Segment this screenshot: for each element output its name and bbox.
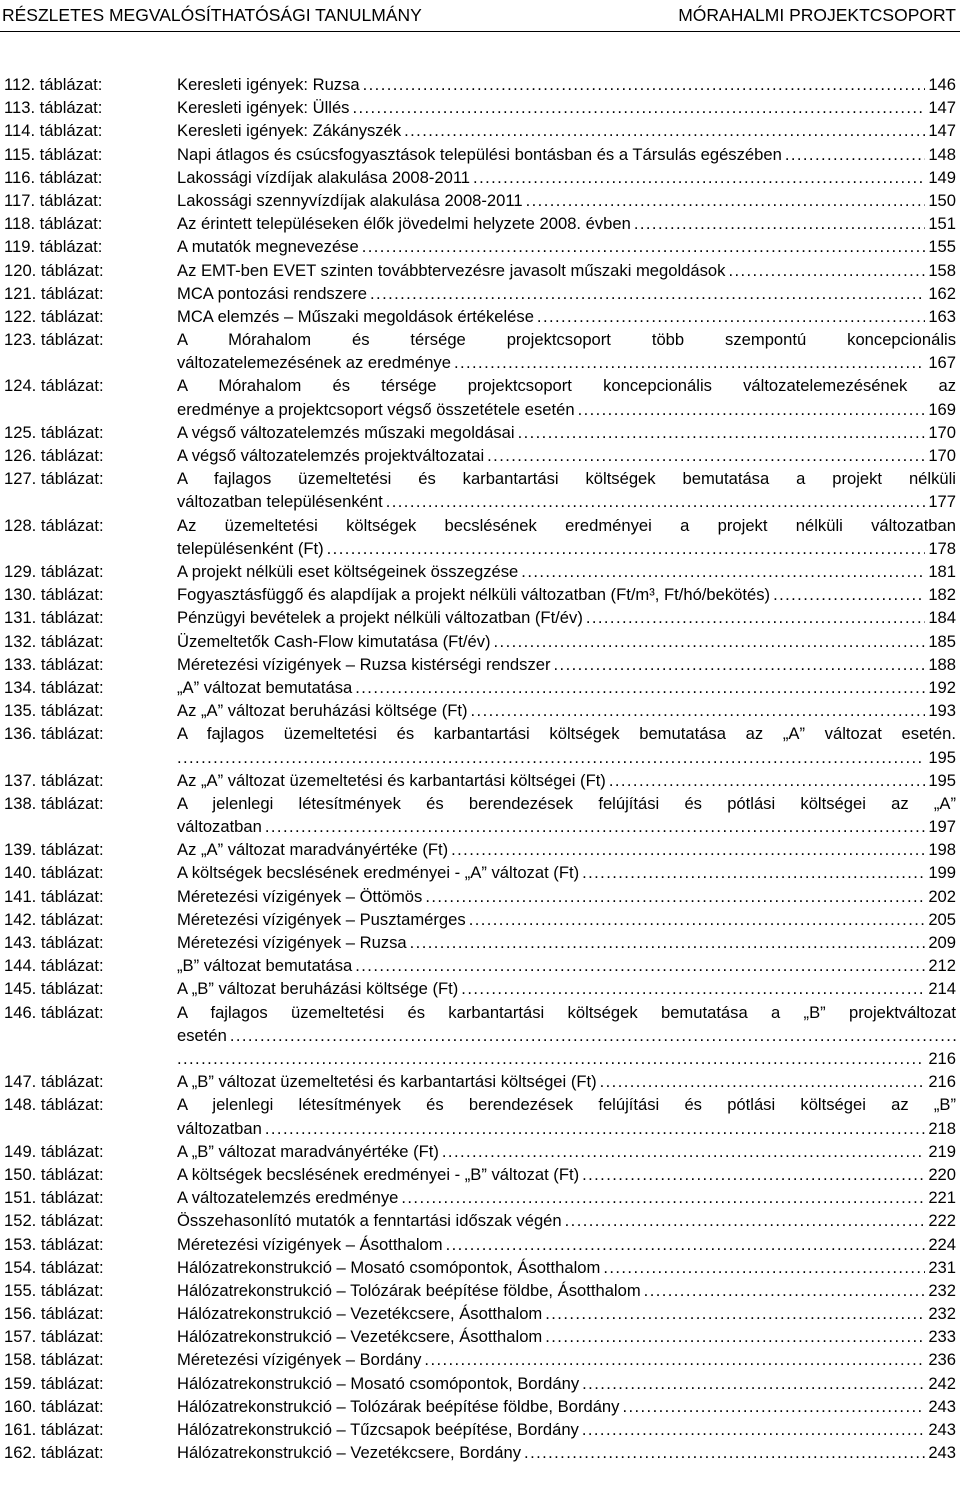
- toc-entry[interactable]: [0, 699, 960, 722]
- table-number: 150. táblázat:: [4, 1164, 104, 1184]
- caption-line: A fajlagos üzemeltetési és karbantartási költségek bemutatása a „B” projektváltozat: [177, 1002, 956, 1022]
- table-caption: [177, 792, 956, 838]
- table-number: 128. táblázat:: [4, 515, 104, 535]
- toc-entry[interactable]: [0, 1233, 960, 1256]
- toc-entry[interactable]: [0, 908, 960, 931]
- toc-entry[interactable]: [0, 560, 960, 583]
- toc-entry[interactable]: [0, 421, 960, 444]
- toc-entry[interactable]: [0, 444, 960, 467]
- toc-entry[interactable]: [0, 1348, 960, 1371]
- table-number: 136. táblázat:: [4, 724, 104, 744]
- toc-entry[interactable]: [0, 235, 960, 258]
- table-number: 127. táblázat:: [4, 469, 104, 489]
- table-caption: Hálózatrekonstrukció – Vezetékcsere, Bordány . . .: [177, 1441, 956, 1464]
- page-number: 192: [925, 676, 956, 699]
- table-caption: Lakossági vízdíjak alakulása 2008-2011 . . .: [177, 166, 956, 189]
- toc-entry[interactable]: [0, 1186, 960, 1209]
- page-number: 216: [925, 1047, 956, 1070]
- page-number: 182: [925, 583, 956, 606]
- table-caption: Hálózatrekonstrukció – Mosató csomópontok, Bordány . . .: [177, 1372, 956, 1395]
- toc-entry[interactable]: [0, 1209, 960, 1232]
- page-number: 148: [925, 143, 956, 166]
- toc-entry[interactable]: [0, 96, 960, 119]
- table-number: 132. táblázat:: [4, 631, 104, 651]
- page-number: 149: [925, 166, 956, 189]
- page-number: 220: [925, 1163, 956, 1186]
- toc-entry[interactable]: [0, 282, 960, 305]
- table-caption: Üzemeltetők Cash-Flow kimutatása (Ft/év) . . .: [177, 630, 956, 653]
- caption-line: településenként (Ft) . . .: [177, 537, 956, 560]
- page-number: 188: [925, 653, 956, 676]
- table-number: 129. táblázat:: [4, 562, 104, 581]
- page-number: 212: [925, 954, 956, 977]
- table-number: 120. táblázat:: [4, 260, 104, 280]
- page-number: 232: [925, 1279, 956, 1302]
- table-caption: A „B” változat üzemeltetési és karbantartási költségei (Ft) . . .: [177, 1070, 956, 1093]
- toc-entry[interactable]: [0, 769, 960, 792]
- table-caption: Hálózatrekonstrukció – Vezetékcsere, Ásotthalom . . .: [177, 1325, 956, 1348]
- table-number: 145. táblázat:: [4, 979, 104, 999]
- page-number: 214: [925, 977, 956, 1000]
- toc-entry[interactable]: [0, 374, 960, 420]
- document-title: RÉSZLETES MEGVALÓSÍTHATÓSÁGI TANULMÁNY: [2, 5, 422, 25]
- toc-entry[interactable]: [0, 977, 960, 1000]
- page-number: 146: [925, 73, 956, 96]
- table-caption: Az EMT-ben EVET szinten továbbtervezésre javasolt műszaki megoldások . . .: [177, 259, 956, 282]
- table-caption: A „B” változat beruházási költsége (Ft) . . .: [177, 977, 956, 1000]
- page-number: 199: [925, 861, 956, 884]
- table-caption: [177, 1093, 956, 1139]
- page-number: 147: [925, 119, 956, 142]
- table-caption: Az „A” változat beruházási költsége (Ft) . . .: [177, 699, 956, 722]
- table-number: 125. táblázat:: [4, 422, 104, 442]
- table-number: 133. táblázat:: [4, 654, 104, 674]
- table-number: 115. táblázat:: [4, 144, 103, 164]
- toc-entry[interactable]: [0, 1395, 960, 1418]
- table-number: 153. táblázat:: [4, 1234, 104, 1254]
- table-number: 130. táblázat:: [4, 585, 104, 605]
- table-caption: Összehasonlító mutatók a fenntartási időszak végén . . .: [177, 1209, 956, 1232]
- page-number: 177: [925, 490, 956, 513]
- page-number: 218: [925, 1117, 956, 1140]
- toc-entry[interactable]: [0, 838, 960, 861]
- table-number: 119. táblázat:: [4, 237, 103, 257]
- toc-entry[interactable]: [0, 606, 960, 629]
- caption-line: Az üzemeltetési költségek becslésének eredményei a projekt nélküli változatban: [177, 515, 956, 535]
- page-number: 184: [925, 606, 956, 629]
- page-number: 163: [925, 305, 956, 328]
- table-number: 160. táblázat:: [4, 1396, 104, 1416]
- table-caption: Az „A” változat üzemeltetési és karbantartási költségei (Ft) . . .: [177, 769, 956, 792]
- page-header: [0, 0, 960, 33]
- table-caption: MCA elemzés – Műszaki megoldások értékelése . . .: [177, 305, 956, 328]
- table-number: 142. táblázat:: [4, 909, 104, 929]
- caption-line: esetén . . .: [177, 1024, 956, 1047]
- table-number: 134. táblázat:: [4, 677, 104, 697]
- toc-entry[interactable]: [0, 1140, 960, 1163]
- table-number: 154. táblázat:: [4, 1257, 104, 1277]
- page-number: 170: [925, 444, 956, 467]
- table-number: 140. táblázat:: [4, 863, 104, 883]
- table-number: 124. táblázat:: [4, 376, 104, 396]
- table-number: 155. táblázat:: [4, 1280, 104, 1300]
- caption-line: [177, 1047, 956, 1070]
- toc-entry[interactable]: [0, 1418, 960, 1441]
- page-number: 193: [925, 699, 956, 722]
- table-caption: Az érintett településeken élők jövedelmi helyzete 2008. évben . . .: [177, 212, 956, 235]
- table-caption: [177, 514, 956, 560]
- page-number: 197: [925, 815, 956, 838]
- page-number: 236: [925, 1348, 956, 1371]
- toc-entry[interactable]: [0, 861, 960, 884]
- page-number: 147: [925, 96, 956, 119]
- table-number: 146. táblázat:: [4, 1002, 104, 1022]
- page-number: 205: [925, 908, 956, 931]
- caption-line: eredménye a projektcsoport végső összetétele esetén . . .: [177, 398, 956, 421]
- page-number: 219: [925, 1140, 956, 1163]
- table-number: 152. táblázat:: [4, 1211, 104, 1231]
- toc-entry[interactable]: [0, 722, 960, 768]
- table-caption: [177, 374, 956, 420]
- table-caption: Méretezési vízigények – Pusztamérges . . .: [177, 908, 956, 931]
- toc-entry[interactable]: [0, 1093, 960, 1139]
- page-number: 167: [925, 351, 956, 374]
- table-caption: Keresleti igények: Zákányszék . . .: [177, 119, 956, 142]
- caption-line: változatban településenként . . .: [177, 490, 956, 513]
- table-caption: Napi átlagos és csúcsfogyasztások települési bontásban és a Társulás egészében . . .: [177, 143, 956, 166]
- table-number: 123. táblázat:: [4, 330, 104, 350]
- caption-line: A fajlagos üzemeltetési és karbantartási költségek bemutatása a projekt nélküli: [177, 469, 956, 489]
- toc-entry[interactable]: [0, 73, 960, 96]
- table-number: 137. táblázat:: [4, 770, 104, 790]
- toc-entry[interactable]: [0, 259, 960, 282]
- toc-entry[interactable]: [0, 189, 960, 212]
- page-number: 155: [925, 235, 956, 258]
- caption-line: A jelenlegi létesítmények és berendezések felújítási és pótlási költségei az „A”: [177, 793, 956, 813]
- table-caption: Fogyasztásfüggő és alapdíjak a projekt nélküli változatban (Ft/m³, Ft/hó/bekötés) . . .: [177, 583, 956, 606]
- table-caption: Keresleti igények: Üllés . . .: [177, 96, 956, 119]
- toc-entry[interactable]: [0, 1070, 960, 1093]
- table-number: 143. táblázat:: [4, 933, 104, 953]
- table-number: 138. táblázat:: [4, 793, 104, 813]
- table-caption: MCA pontozási rendszere . . .: [177, 282, 956, 305]
- table-caption: Méretezési vízigények – Bordány . . .: [177, 1348, 956, 1371]
- table-caption: Lakossági szennyvízdíjak alakulása 2008-2011 . . .: [177, 189, 956, 212]
- table-caption: Hálózatrekonstrukció – Vezetékcsere, Ásotthalom . . .: [177, 1302, 956, 1325]
- table-number: 161. táblázat:: [4, 1420, 104, 1440]
- table-caption: Hálózatrekonstrukció – Tolózárak beépítése földbe, Ásotthalom . . .: [177, 1279, 956, 1302]
- page-number: 151: [925, 212, 956, 235]
- toc-entry[interactable]: [0, 143, 960, 166]
- toc-entry[interactable]: [0, 1256, 960, 1279]
- page-number: 243: [925, 1418, 956, 1441]
- page-number: 231: [925, 1256, 956, 1279]
- caption-line: változatban . . .: [177, 815, 956, 838]
- table-caption: „B” változat bemutatása . . .: [177, 954, 956, 977]
- table-number: 158. táblázat:: [4, 1350, 104, 1370]
- project-group-name: MÓRAHALMI PROJEKTCSOPORT: [678, 5, 956, 25]
- table-caption: Pénzügyi bevételek a projekt nélküli változatban (Ft/év) . . .: [177, 606, 956, 629]
- toc-entry[interactable]: [0, 954, 960, 977]
- table-caption: Keresleti igények: Ruzsa . . .: [177, 73, 956, 96]
- table-number: 118. táblázat:: [4, 214, 103, 234]
- table-caption: A végső változatelemzés műszaki megoldásai . . .: [177, 421, 956, 444]
- table-number: 147. táblázat:: [4, 1072, 104, 1092]
- table-caption: A költségek becslésének eredményei - „B” változat (Ft) . . .: [177, 1163, 956, 1186]
- table-number: 117. táblázat:: [4, 190, 103, 210]
- toc-entry[interactable]: [0, 931, 960, 954]
- table-number: 157. táblázat:: [4, 1327, 104, 1347]
- caption-line: változatban . . .: [177, 1117, 956, 1140]
- table-number: 148. táblázat:: [4, 1095, 104, 1115]
- table-number: 114. táblázat:: [4, 121, 103, 141]
- table-number: 141. táblázat:: [4, 886, 104, 906]
- table-number: 159. táblázat:: [4, 1373, 104, 1393]
- toc-entry[interactable]: [0, 166, 960, 189]
- page-number: 185: [925, 630, 956, 653]
- table-caption: Az „A” változat maradványértéke (Ft) . . .: [177, 838, 956, 861]
- toc-entry[interactable]: [0, 212, 960, 235]
- caption-line: A Mórahalom és térsége projektcsoport koncepcionális változatelemezésének az: [177, 376, 956, 396]
- page-number: 195: [925, 769, 956, 792]
- table-caption: Hálózatrekonstrukció – Tűzcsapok beépítése, Bordány . . .: [177, 1418, 956, 1441]
- caption-line: változatelemezésének az eredménye . . .: [177, 351, 956, 374]
- table-caption: [177, 1001, 956, 1071]
- table-caption: [177, 328, 956, 374]
- table-caption: Méretezési vízigények – Ruzsa . . .: [177, 931, 956, 954]
- caption-line: A Mórahalom és térsége projektcsoport több szempontú koncepcionális: [177, 330, 956, 350]
- page-number: 178: [925, 537, 956, 560]
- page-number: 224: [925, 1233, 956, 1256]
- toc-entry[interactable]: [0, 467, 960, 513]
- caption-line: [177, 746, 956, 769]
- table-number: 112. táblázat:: [4, 75, 103, 94]
- page-number: 221: [925, 1186, 956, 1209]
- toc-entry[interactable]: [0, 1372, 960, 1395]
- table-caption: A változatelemzés eredménye . . .: [177, 1186, 956, 1209]
- table-number: 151. táblázat:: [4, 1188, 104, 1208]
- page-number: 209: [925, 931, 956, 954]
- page-number: 222: [925, 1209, 956, 1232]
- table-caption: Hálózatrekonstrukció – Mosató csomópontok, Ásotthalom . . .: [177, 1256, 956, 1279]
- caption-line: A jelenlegi létesítmények és berendezések felújítási és pótlási költségei az „B”: [177, 1095, 956, 1115]
- table-number: 149. táblázat:: [4, 1141, 104, 1161]
- table-caption: A végső változatelemzés projektváltozatai . . .: [177, 444, 956, 467]
- table-caption: Méretezési vízigények – Ruzsa kistérségi rendszer . . .: [177, 653, 956, 676]
- toc-entry[interactable]: [0, 653, 960, 676]
- table-caption: [177, 467, 956, 513]
- page-number: 162: [925, 282, 956, 305]
- toc-entry[interactable]: [0, 1302, 960, 1325]
- toc-entry[interactable]: [0, 630, 960, 653]
- toc-entry[interactable]: [0, 792, 960, 838]
- toc-entry[interactable]: [0, 119, 960, 142]
- page-number: 232: [925, 1302, 956, 1325]
- page-number: 195: [925, 746, 956, 769]
- table-number: 116. táblázat:: [4, 167, 103, 187]
- page-number: 242: [925, 1372, 956, 1395]
- table-number: 156. táblázat:: [4, 1304, 104, 1324]
- page-number: 150: [925, 189, 956, 212]
- table-number: 162. táblázat:: [4, 1443, 104, 1463]
- toc-entry[interactable]: [0, 1325, 960, 1348]
- table-number: 122. táblázat:: [4, 306, 104, 326]
- table-caption: Méretezési vízigények – Öttömös . . .: [177, 885, 956, 908]
- toc-entry[interactable]: [0, 1279, 960, 1302]
- page-number: 181: [925, 560, 956, 583]
- table-number: 121. táblázat:: [4, 283, 104, 303]
- page-number: 170: [925, 421, 956, 444]
- toc-entry[interactable]: [0, 1001, 960, 1071]
- table-caption: A projekt nélküli eset költségeinek összegzése . . .: [177, 560, 956, 583]
- table-number: 131. táblázat:: [4, 608, 104, 628]
- table-number: 144. táblázat:: [4, 956, 104, 976]
- page-number: 216: [925, 1070, 956, 1093]
- page-number: 198: [925, 838, 956, 861]
- table-caption: A „B” változat maradványértéke (Ft) . . .: [177, 1140, 956, 1163]
- toc-entry[interactable]: [0, 885, 960, 908]
- page-number: 243: [925, 1441, 956, 1464]
- table-number: 126. táblázat:: [4, 446, 104, 466]
- toc-entry[interactable]: [0, 676, 960, 699]
- table-caption: Méretezési vízigények – Ásotthalom . . .: [177, 1233, 956, 1256]
- table-number: 135. táblázat:: [4, 701, 104, 721]
- toc-entry[interactable]: [0, 328, 960, 374]
- page-number: 169: [925, 398, 956, 421]
- page-number: 233: [925, 1325, 956, 1348]
- toc-entry[interactable]: [0, 583, 960, 606]
- toc-entry[interactable]: [0, 514, 960, 560]
- table-caption: A mutatók megnevezése . . .: [177, 235, 956, 258]
- table-caption: [177, 722, 956, 768]
- header-rule: [0, 31, 960, 32]
- table-number: 139. táblázat:: [4, 840, 104, 860]
- page-number: 243: [925, 1395, 956, 1418]
- table-caption: A költségek becslésének eredményei - „A” változat (Ft) . . .: [177, 861, 956, 884]
- table-of-contents-list: [0, 73, 960, 1464]
- page-number: 202: [925, 885, 956, 908]
- table-number: 113. táblázat:: [4, 98, 103, 118]
- table-caption: „A” változat bemutatása . . .: [177, 676, 956, 699]
- toc-entry[interactable]: [0, 1441, 960, 1464]
- toc-entry[interactable]: [0, 1163, 960, 1186]
- toc-entry[interactable]: [0, 305, 960, 328]
- caption-line: A fajlagos üzemeltetési és karbantartási költségek bemutatása az „A” változat esetén.: [177, 724, 956, 744]
- page-number: 158: [925, 259, 956, 282]
- table-caption: Hálózatrekonstrukció – Tolózárak beépítése földbe, Bordány . . .: [177, 1395, 956, 1418]
